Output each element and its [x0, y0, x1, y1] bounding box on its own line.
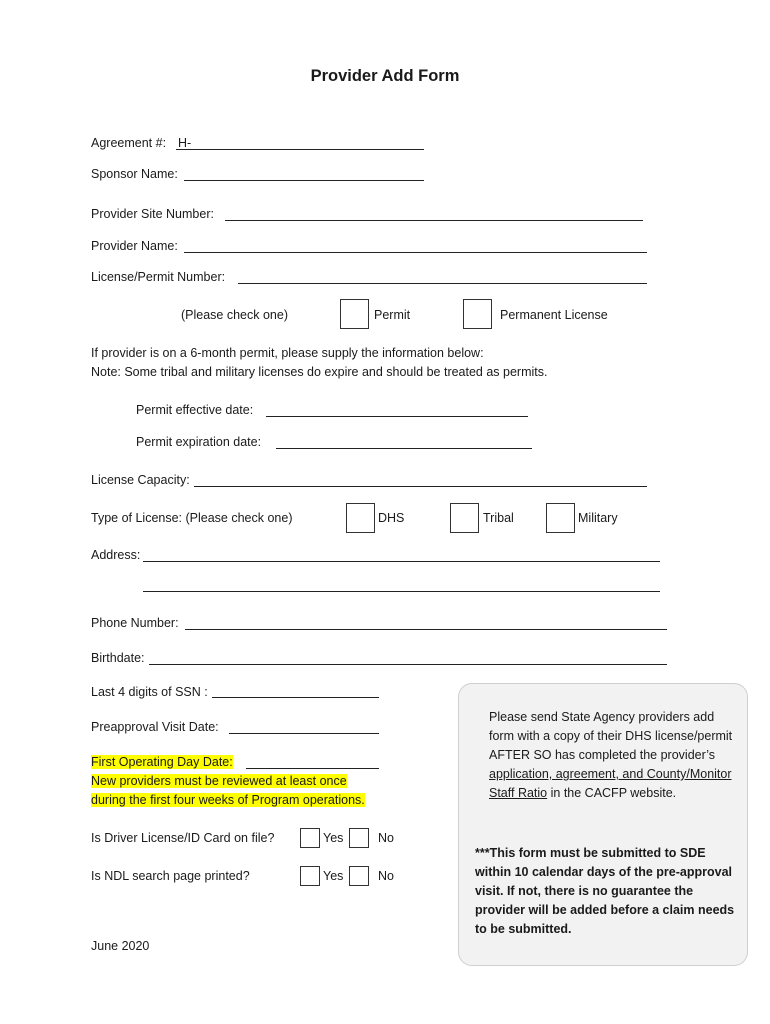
driver-license-no-label: No [378, 831, 394, 845]
address-field-line1[interactable] [143, 561, 660, 562]
ndl-no-label: No [378, 869, 394, 883]
driver-license-yes-label: Yes [323, 831, 344, 845]
note-text-before: Please send State Agency providers add form with a copy of their DHS license/permit AFTER SO has completed the provider’s [489, 710, 733, 762]
ssn-field[interactable] [212, 697, 379, 698]
permit-info-line2: Note: Some tribal and military licenses do expire and should be treated as permits. [91, 365, 548, 379]
permit-option-label: Permit [374, 308, 411, 322]
phone-label: Phone Number: [91, 616, 179, 630]
note-text-after: in the CACFP website. [547, 786, 677, 800]
agreement-field[interactable] [176, 149, 424, 150]
site-number-label: Provider Site Number: [91, 207, 214, 221]
note-link-text: application, agreement, and County/Monitor Staff Ratio [489, 767, 732, 800]
permit-expiration-field[interactable] [276, 448, 532, 449]
first-operating-note-line2: during the first four weeks of Program operations. [91, 793, 365, 807]
ssn-label: Last 4 digits of SSN : [91, 685, 208, 699]
dhs-checkbox[interactable] [346, 503, 375, 533]
military-option-label: Military [578, 511, 618, 525]
agreement-prefix: H- [178, 136, 192, 150]
preapproval-label: Preapproval Visit Date: [91, 720, 219, 734]
sponsor-field[interactable] [184, 180, 424, 181]
ndl-yes-label: Yes [323, 869, 344, 883]
tribal-checkbox[interactable] [450, 503, 479, 533]
footer-date: June 2020 [91, 939, 150, 953]
license-type-label: Type of License: (Please check one) [91, 511, 293, 525]
site-number-field[interactable] [225, 220, 643, 221]
page-title: Provider Add Form [310, 67, 460, 85]
permanent-license-checkbox[interactable] [463, 299, 492, 329]
first-operating-note-line1: New providers must be reviewed at least once [91, 774, 347, 788]
instructions-note-box [458, 683, 748, 966]
license-permit-field[interactable] [238, 283, 647, 284]
first-operating-label: First Operating Day Date: [91, 755, 233, 769]
ndl-no-checkbox[interactable] [349, 866, 369, 886]
birthdate-field[interactable] [149, 664, 667, 665]
driver-license-no-checkbox[interactable] [349, 828, 369, 848]
driver-license-question: Is Driver License/ID Card on file? [91, 831, 275, 845]
phone-field[interactable] [185, 629, 667, 630]
address-field-line2[interactable] [143, 591, 660, 592]
permit-effective-label: Permit effective date: [136, 403, 254, 417]
permit-effective-field[interactable] [266, 416, 528, 417]
tribal-option-label: Tribal [483, 511, 514, 525]
note-text [489, 708, 734, 803]
license-capacity-label: License Capacity: [91, 473, 190, 487]
agreement-label: Agreement #: [91, 136, 167, 150]
permit-checkbox[interactable] [340, 299, 369, 329]
license-capacity-field[interactable] [194, 486, 647, 487]
ndl-yes-checkbox[interactable] [300, 866, 320, 886]
preapproval-field[interactable] [229, 733, 379, 734]
permit-expiration-label: Permit expiration date: [136, 435, 262, 449]
sponsor-label: Sponsor Name: [91, 167, 178, 181]
license-permit-label: License/Permit Number: [91, 270, 226, 284]
check-one-label: (Please check one) [181, 308, 289, 322]
birthdate-label: Birthdate: [91, 651, 145, 665]
first-operating-field[interactable] [246, 768, 379, 769]
permit-info-line1: If provider is on a 6-month permit, please supply the information below: [91, 346, 484, 360]
address-label: Address: [91, 548, 141, 562]
permanent-option-label: Permanent License [500, 308, 608, 322]
ndl-question: Is NDL search page printed? [91, 869, 250, 883]
provider-name-field[interactable] [184, 252, 647, 253]
provider-name-label: Provider Name: [91, 239, 178, 253]
dhs-option-label: DHS [378, 511, 405, 525]
driver-license-yes-checkbox[interactable] [300, 828, 320, 848]
military-checkbox[interactable] [546, 503, 575, 533]
submission-warning: ***This form must be submitted to SDE within 10 calendar days of the pre-approval visit. If not, there is no guarantee the provider will be added before a claim needs to be submitted. [475, 846, 735, 936]
